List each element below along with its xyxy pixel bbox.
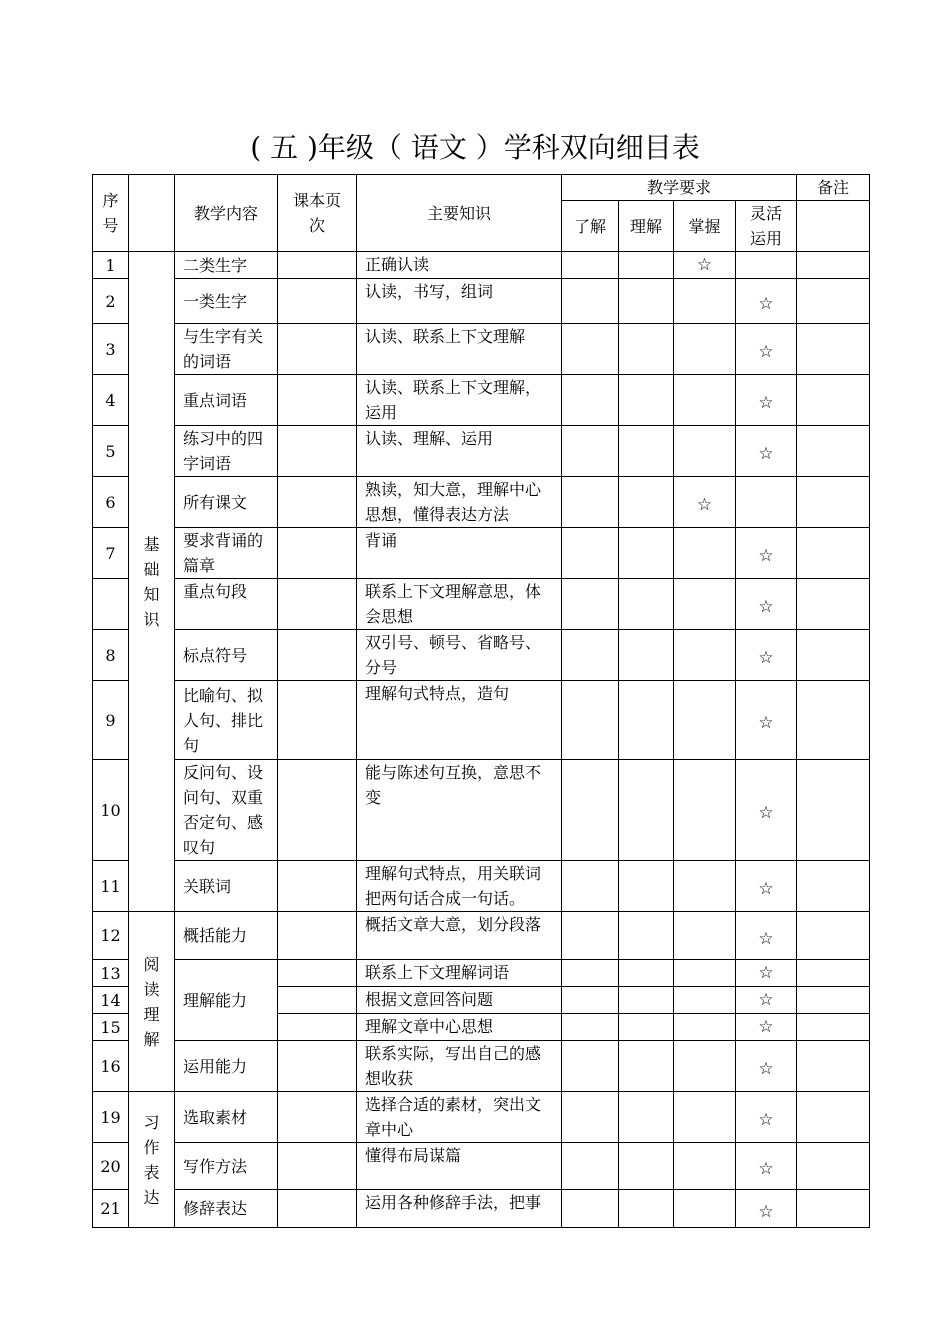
row-note <box>797 426 870 477</box>
row-seq: 8 <box>93 630 129 681</box>
row-level-1 <box>619 760 674 861</box>
row-knowledge: 理解句式特点，造句 <box>357 681 562 760</box>
row-level-1 <box>619 630 674 681</box>
row-level-0 <box>562 252 619 279</box>
row-category <box>129 1092 175 1228</box>
row-seq: 7 <box>93 528 129 579</box>
row-page <box>278 1190 357 1228</box>
table-row <box>93 960 870 987</box>
row-level-1 <box>619 426 674 477</box>
row-page <box>278 279 357 324</box>
row-note <box>797 1143 870 1190</box>
row-content: 反问句、设问句、双重否定句、感叹句 <box>175 760 278 861</box>
row-knowledge: 联系上下文理解词语 <box>357 960 562 987</box>
row-level-2 <box>674 960 736 987</box>
row-seq: 16 <box>93 1041 129 1092</box>
row-seq: 14 <box>93 987 129 1014</box>
row-level-0 <box>562 1041 619 1092</box>
category-label: 习作表达 <box>143 1112 160 1207</box>
row-page <box>278 252 357 279</box>
row-level-1 <box>619 279 674 324</box>
row-level-1 <box>619 579 674 630</box>
row-level-2 <box>674 1041 736 1092</box>
row-level-2 <box>674 1190 736 1228</box>
row-level-0 <box>562 861 619 912</box>
row-knowledge: 根据文意回答问题 <box>357 987 562 1014</box>
star-icon: ☆ <box>696 255 713 275</box>
row-seq: 4 <box>93 375 129 426</box>
row-page <box>278 426 357 477</box>
row-seq: 1 <box>93 252 129 279</box>
table-row <box>93 681 870 760</box>
table-row <box>93 324 870 375</box>
row-page <box>278 528 357 579</box>
row-level-3 <box>736 987 797 1014</box>
row-content: 标点符号 <box>175 630 278 681</box>
row-page <box>278 1041 357 1092</box>
row-seq: 12 <box>93 912 129 960</box>
row-level-3 <box>736 1092 797 1143</box>
row-content: 练习中的四字词语 <box>175 426 278 477</box>
row-level-2 <box>674 426 736 477</box>
star-icon: ☆ <box>758 393 774 413</box>
row-seq: 9 <box>93 681 129 760</box>
row-note <box>797 579 870 630</box>
row-level-1 <box>619 987 674 1014</box>
row-note <box>797 912 870 960</box>
row-knowledge: 理解句式特点，用关联词把两句话合成一句话。 <box>357 861 562 912</box>
row-level-3 <box>736 252 797 279</box>
row-level-2 <box>674 1092 736 1143</box>
star-icon: ☆ <box>758 546 774 566</box>
header-level-know: 了解 <box>562 201 619 252</box>
row-note <box>797 1190 870 1228</box>
row-content: 运用能力 <box>175 1041 278 1092</box>
row-knowledge: 概括文章大意，划分段落 <box>357 912 562 960</box>
row-page <box>278 375 357 426</box>
table-row <box>93 630 870 681</box>
row-content: 二类生字 <box>175 252 278 279</box>
row-level-0 <box>562 375 619 426</box>
row-level-0 <box>562 477 619 528</box>
row-note <box>797 861 870 912</box>
row-level-2 <box>674 324 736 375</box>
row-level-3 <box>736 477 797 528</box>
row-level-1 <box>619 912 674 960</box>
table-row <box>93 252 870 279</box>
star-icon: ☆ <box>758 597 774 617</box>
row-level-1 <box>619 324 674 375</box>
row-level-2 <box>674 760 736 861</box>
star-icon: ☆ <box>758 963 774 983</box>
row-content: 修辞表达 <box>175 1190 278 1228</box>
row-level-0 <box>562 1143 619 1190</box>
row-note <box>797 987 870 1014</box>
row-content: 一类生字 <box>175 279 278 324</box>
row-level-0 <box>562 324 619 375</box>
header-category <box>129 175 175 252</box>
row-content: 理解能力 <box>175 960 278 1041</box>
row-level-2 <box>674 912 736 960</box>
row-page <box>278 987 357 1014</box>
row-level-3 <box>736 1014 797 1041</box>
row-level-3 <box>736 760 797 861</box>
row-knowledge: 正确认读 <box>357 252 562 279</box>
row-level-3 <box>736 912 797 960</box>
row-level-1 <box>619 375 674 426</box>
row-level-1 <box>619 1041 674 1092</box>
header-page: 课本页次 <box>278 175 357 252</box>
row-level-1 <box>619 861 674 912</box>
detail-table <box>92 174 870 1228</box>
row-seq: 10 <box>93 760 129 861</box>
row-level-0 <box>562 528 619 579</box>
row-content: 关联词 <box>175 861 278 912</box>
table-row <box>93 579 870 630</box>
row-note <box>797 760 870 861</box>
row-level-1 <box>619 681 674 760</box>
row-note <box>797 477 870 528</box>
table-row <box>93 1092 870 1143</box>
header-level-understand: 理解 <box>619 201 674 252</box>
header-level-apply: 灵活运用 <box>736 201 797 252</box>
row-knowledge: 熟读，知大意，理解中心思想，懂得表达方法 <box>357 477 562 528</box>
row-knowledge: 选择合适的素材，突出文章中心 <box>357 1092 562 1143</box>
row-content: 要求背诵的篇章 <box>175 528 278 579</box>
row-content: 重点词语 <box>175 375 278 426</box>
row-level-0 <box>562 760 619 861</box>
row-level-1 <box>619 1014 674 1041</box>
row-level-3 <box>736 375 797 426</box>
category-label: 基础知识 <box>143 534 160 629</box>
row-level-2 <box>674 861 736 912</box>
row-level-0 <box>562 1014 619 1041</box>
star-icon: ☆ <box>758 713 774 733</box>
row-note <box>797 279 870 324</box>
table-row <box>93 528 870 579</box>
row-level-3 <box>736 1143 797 1190</box>
row-level-0 <box>562 912 619 960</box>
star-icon: ☆ <box>758 1110 774 1130</box>
row-page <box>278 760 357 861</box>
page-title: ( 五 )年级（ 语文 ）学科双向细目表 <box>250 131 700 164</box>
row-seq: 15 <box>93 1014 129 1041</box>
row-seq: 6 <box>93 477 129 528</box>
row-content: 重点句段 <box>175 579 278 630</box>
star-icon: ☆ <box>758 648 774 668</box>
row-knowledge: 懂得布局谋篇 <box>357 1143 562 1190</box>
row-note <box>797 960 870 987</box>
row-level-1 <box>619 528 674 579</box>
row-level-3 <box>736 681 797 760</box>
row-seq: 21 <box>93 1190 129 1228</box>
row-note <box>797 1014 870 1041</box>
row-level-2 <box>674 375 736 426</box>
row-level-0 <box>562 1092 619 1143</box>
row-level-2 <box>674 987 736 1014</box>
table-row <box>93 279 870 324</box>
star-icon: ☆ <box>758 342 774 362</box>
row-page <box>278 324 357 375</box>
row-level-2 <box>674 1014 736 1041</box>
star-icon: ☆ <box>758 294 774 314</box>
row-level-1 <box>619 1092 674 1143</box>
row-seq: 2 <box>93 279 129 324</box>
row-page <box>278 1014 357 1041</box>
row-level-3 <box>736 324 797 375</box>
row-seq <box>93 579 129 630</box>
row-level-1 <box>619 252 674 279</box>
row-seq: 13 <box>93 960 129 987</box>
row-knowledge: 认读、联系上下文理解，运用 <box>357 375 562 426</box>
star-icon: ☆ <box>758 1159 774 1179</box>
star-icon: ☆ <box>758 444 774 464</box>
row-knowledge: 认读、理解、运用 <box>357 426 562 477</box>
row-level-3 <box>736 426 797 477</box>
row-note <box>797 324 870 375</box>
row-level-0 <box>562 987 619 1014</box>
row-knowledge: 双引号、顿号、省略号、分号 <box>357 630 562 681</box>
row-note <box>797 681 870 760</box>
row-level-0 <box>562 579 619 630</box>
header-content: 教学内容 <box>175 175 278 252</box>
star-icon: ☆ <box>758 803 774 823</box>
row-knowledge: 理解文章中心思想 <box>357 1014 562 1041</box>
row-note <box>797 1041 870 1092</box>
row-page <box>278 1143 357 1190</box>
row-page <box>278 681 357 760</box>
row-seq: 5 <box>93 426 129 477</box>
row-level-3 <box>736 528 797 579</box>
row-knowledge: 认读、联系上下文理解 <box>357 324 562 375</box>
row-level-2 <box>674 528 736 579</box>
row-knowledge: 认读，书写，组词 <box>357 279 562 324</box>
row-level-3 <box>736 630 797 681</box>
row-level-1 <box>619 1190 674 1228</box>
row-page <box>278 579 357 630</box>
row-level-2 <box>674 252 736 279</box>
star-icon: ☆ <box>758 879 774 899</box>
table-row <box>93 426 870 477</box>
row-level-2 <box>674 579 736 630</box>
row-level-1 <box>619 477 674 528</box>
row-page <box>278 912 357 960</box>
row-level-3 <box>736 1041 797 1092</box>
header-note-blank <box>797 201 870 252</box>
category-label: 阅读理解 <box>143 954 160 1049</box>
row-page <box>278 477 357 528</box>
row-content: 概括能力 <box>175 912 278 960</box>
row-page <box>278 960 357 987</box>
row-category <box>129 912 175 1092</box>
row-level-0 <box>562 426 619 477</box>
row-seq: 19 <box>93 1092 129 1143</box>
row-note <box>797 1092 870 1143</box>
row-category <box>129 252 175 912</box>
row-level-3 <box>736 579 797 630</box>
row-level-2 <box>674 1143 736 1190</box>
row-content: 写作方法 <box>175 1143 278 1190</box>
table-row <box>93 375 870 426</box>
star-icon: ☆ <box>696 495 713 515</box>
row-level-1 <box>619 1143 674 1190</box>
row-content: 与生字有关的词语 <box>175 324 278 375</box>
row-content: 比喻句、拟人句、排比句 <box>175 681 278 760</box>
table-row <box>93 912 870 960</box>
header-note: 备注 <box>797 175 870 201</box>
row-level-0 <box>562 279 619 324</box>
row-level-0 <box>562 681 619 760</box>
row-content: 所有课文 <box>175 477 278 528</box>
row-page <box>278 1092 357 1143</box>
table-row <box>93 760 870 861</box>
row-knowledge: 联系上下文理解意思，体会思想 <box>357 579 562 630</box>
row-level-2 <box>674 630 736 681</box>
row-note <box>797 528 870 579</box>
row-knowledge: 背诵 <box>357 528 562 579</box>
header-seq: 序号 <box>93 175 129 252</box>
row-level-3 <box>736 960 797 987</box>
star-icon: ☆ <box>758 1017 774 1037</box>
row-knowledge: 运用各种修辞手法，把事 <box>357 1190 562 1228</box>
row-level-0 <box>562 960 619 987</box>
header-knowledge: 主要知识 <box>357 175 562 252</box>
row-seq: 20 <box>93 1143 129 1190</box>
row-level-3 <box>736 279 797 324</box>
header-requirements: 教学要求 <box>562 175 797 201</box>
row-level-3 <box>736 861 797 912</box>
row-level-2 <box>674 279 736 324</box>
row-knowledge: 联系实际，写出自己的感想收获 <box>357 1041 562 1092</box>
row-level-0 <box>562 630 619 681</box>
row-seq: 11 <box>93 861 129 912</box>
row-content: 选取素材 <box>175 1092 278 1143</box>
star-icon: ☆ <box>758 1059 774 1079</box>
star-icon: ☆ <box>758 990 774 1010</box>
row-note <box>797 252 870 279</box>
table-row <box>93 1143 870 1190</box>
table-row <box>93 1190 870 1228</box>
row-seq: 3 <box>93 324 129 375</box>
row-level-0 <box>562 1190 619 1228</box>
row-level-2 <box>674 477 736 528</box>
table-row <box>93 1041 870 1092</box>
row-note <box>797 375 870 426</box>
table-row <box>93 477 870 528</box>
table-row <box>93 861 870 912</box>
row-note <box>797 630 870 681</box>
header-level-master: 掌握 <box>674 201 736 252</box>
star-icon: ☆ <box>758 1201 774 1222</box>
row-knowledge: 能与陈述句互换，意思不变 <box>357 760 562 861</box>
row-level-2 <box>674 681 736 760</box>
star-icon: ☆ <box>758 928 774 949</box>
row-page <box>278 861 357 912</box>
row-level-1 <box>619 960 674 987</box>
row-page <box>278 630 357 681</box>
row-level-3 <box>736 1190 797 1228</box>
